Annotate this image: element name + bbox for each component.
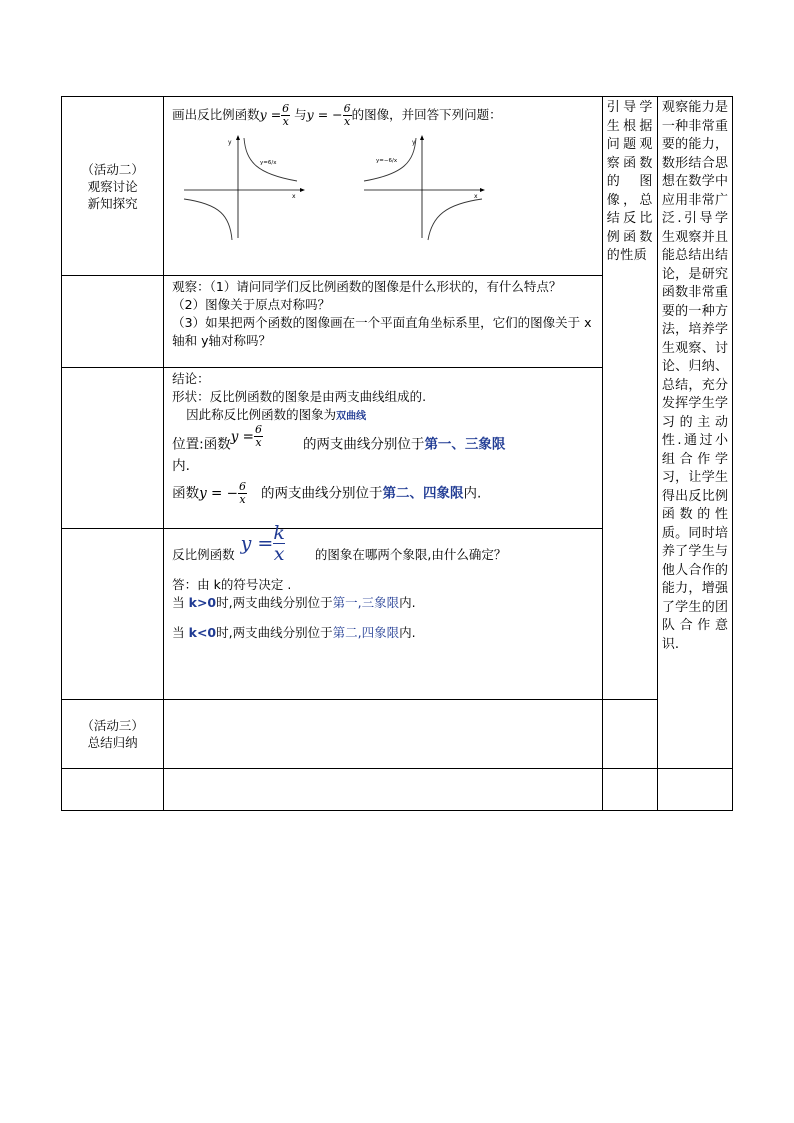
empty-cell <box>602 769 657 811</box>
pos2-mid: 的两支曲线分别位于 <box>260 485 383 502</box>
axis-x-label: x <box>292 193 296 200</box>
guide-cell <box>602 97 657 700</box>
graph-pair <box>182 132 596 242</box>
observe-cell <box>164 276 603 368</box>
numerator: 6 <box>254 423 262 436</box>
intro-mid: 与 <box>294 107 307 122</box>
observe-line-2: （2）图像关于原点对称吗？ <box>172 297 331 312</box>
blank-stage-cell <box>62 276 164 368</box>
numerator: 6 <box>343 102 351 115</box>
case2-cond: k<0 <box>188 625 217 640</box>
named-prefix: 因此称反比例函数的图象为 <box>186 407 337 422</box>
named-term: 双曲线 <box>336 411 367 422</box>
numerator: 6 <box>282 102 290 115</box>
fraction-6-over-x <box>281 103 290 128</box>
case2-quads: 第二,四象限 <box>332 625 400 640</box>
pos1-prefix: 位置:函数 <box>172 436 231 453</box>
activity3-stage-line: （活动三） <box>81 718 144 733</box>
math-y-big <box>241 533 274 555</box>
pos2-prefix: 函数 <box>172 485 200 502</box>
hyperbola-branch-q4 <box>428 199 482 240</box>
math-y-neg: y = − <box>306 107 343 122</box>
denominator: x <box>239 493 246 506</box>
denominator: x <box>344 115 351 128</box>
activity2-intro <box>172 103 596 128</box>
case1-end: 内. <box>399 595 416 610</box>
observe-line-1: 观察：（1）请问同学们反比例函数的图像是什么形状的，有什么特点？ <box>172 279 562 294</box>
empty-cell <box>164 769 603 811</box>
k-prefix: 反比例函数 <box>172 547 235 562</box>
activity3-content-cell <box>164 700 603 769</box>
case1-prefix: 当 <box>172 595 185 610</box>
conclusion-position-1 <box>172 423 596 457</box>
axis-x-label: x <box>474 193 478 200</box>
conclusion-pos1-end: 内. <box>172 458 190 474</box>
fraction-k-over-x <box>273 523 285 564</box>
curve-label-positive: y=6/x <box>260 160 277 166</box>
axis-y-label: y <box>228 139 232 146</box>
activity2-stage-line: （活动二） <box>81 161 144 177</box>
blank-stage-cell <box>62 368 164 529</box>
k-suffix: 的图象在哪两个象限,由什么确定？ <box>314 547 507 562</box>
axis-y-label: y <box>412 139 416 146</box>
conclusion-named <box>172 406 596 426</box>
hyperbola-branch-q3 <box>184 199 232 240</box>
activity3-guide-cell <box>602 700 657 769</box>
activity2-stage-line: 观察讨论 <box>87 178 138 194</box>
y-axis-arrow <box>236 135 240 140</box>
lesson-plan-table <box>61 96 733 811</box>
y-symbol: y = <box>240 532 274 555</box>
k-case-1 <box>172 594 596 612</box>
empty-cell <box>62 769 164 811</box>
fraction-6-over-x <box>254 424 263 449</box>
intro-suffix: 的图像，并回答下列问题： <box>351 107 502 122</box>
empty-cell <box>657 769 732 811</box>
conclusion-title: 结论： <box>172 371 210 386</box>
denominator: x <box>282 115 289 128</box>
case2-prefix: 当 <box>172 625 185 640</box>
k-question-cell <box>164 522 603 700</box>
intent-text: 观察能力是一种非常重要的能力，数形结合思想在数学中应用非常广泛.引导学生观察并且能总结出结论，是研究函数非常重要的一种方法，培养学生观察、讨论、归纳、总结，充分发挥学生学习的主动性.通过小组合作学习，让学生得出反比例函数的性质。同时培养了学生与他人合作的能力，增强了学生的团队合作意识. <box>661 100 728 652</box>
math-y: y = <box>259 107 282 122</box>
x-axis-arrow <box>300 188 305 192</box>
k-case-2 <box>172 624 596 642</box>
case1-quads: 第一,三象限 <box>332 595 400 610</box>
activity3-stage-line: 总结归纳 <box>87 735 138 750</box>
graph-positive-k <box>182 132 307 242</box>
denominator: x <box>255 436 262 449</box>
case1-mid: 时,两支曲线分别位于 <box>216 595 333 610</box>
conclusion-cell <box>164 368 603 529</box>
activity3-stage-cell <box>62 700 164 769</box>
intent-cell <box>657 97 732 769</box>
graph-negative-k <box>362 132 487 242</box>
math-y: y = <box>230 428 254 445</box>
activity2-content-cell <box>164 97 603 276</box>
conclusion-shape: 形状：反比例函数的图象是由两支曲线组成的. <box>172 389 427 404</box>
blank-stage-cell <box>62 529 164 700</box>
intro-prefix: 画出反比例函数 <box>172 107 260 122</box>
case2-mid: 时,两支曲线分别位于 <box>216 625 333 640</box>
pos2-end: 内. <box>463 485 482 502</box>
x-axis-arrow <box>480 188 485 192</box>
fraction-6-over-x <box>343 103 352 128</box>
observe-line-3: （3）如果把两个函数的图像画在一个平面直角坐标系里，它们的图像关于 x轴和 y轴对称吗？ <box>172 315 592 348</box>
denominator: x <box>273 543 285 565</box>
k-answer: 答：由 k的符号决定 . <box>172 577 292 592</box>
y-axis-arrow <box>420 135 424 140</box>
activity2-stage-line: 新知探究 <box>87 195 138 211</box>
conclusion-position-2 <box>172 481 596 506</box>
case1-cond: k>0 <box>188 595 217 610</box>
activity2-stage-cell <box>62 97 164 276</box>
pos2-quadrants: 第二、四象限 <box>382 485 464 502</box>
guide-text: 引导学生根据问题观察函数的图像，总结反比例函数的性质 <box>606 100 653 263</box>
pos1-quadrants: 第一、三象限 <box>424 436 506 453</box>
curve-label-negative: y=−6/x <box>376 158 398 164</box>
pos1-mid: 的两支曲线分别位于 <box>302 436 425 453</box>
numerator-k: k <box>273 522 285 544</box>
fraction-6-over-x <box>238 481 247 506</box>
k-question-line <box>172 522 596 576</box>
math-y-neg: y = − <box>199 485 238 502</box>
case2-end: 内. <box>399 625 416 640</box>
numerator: 6 <box>238 480 246 493</box>
